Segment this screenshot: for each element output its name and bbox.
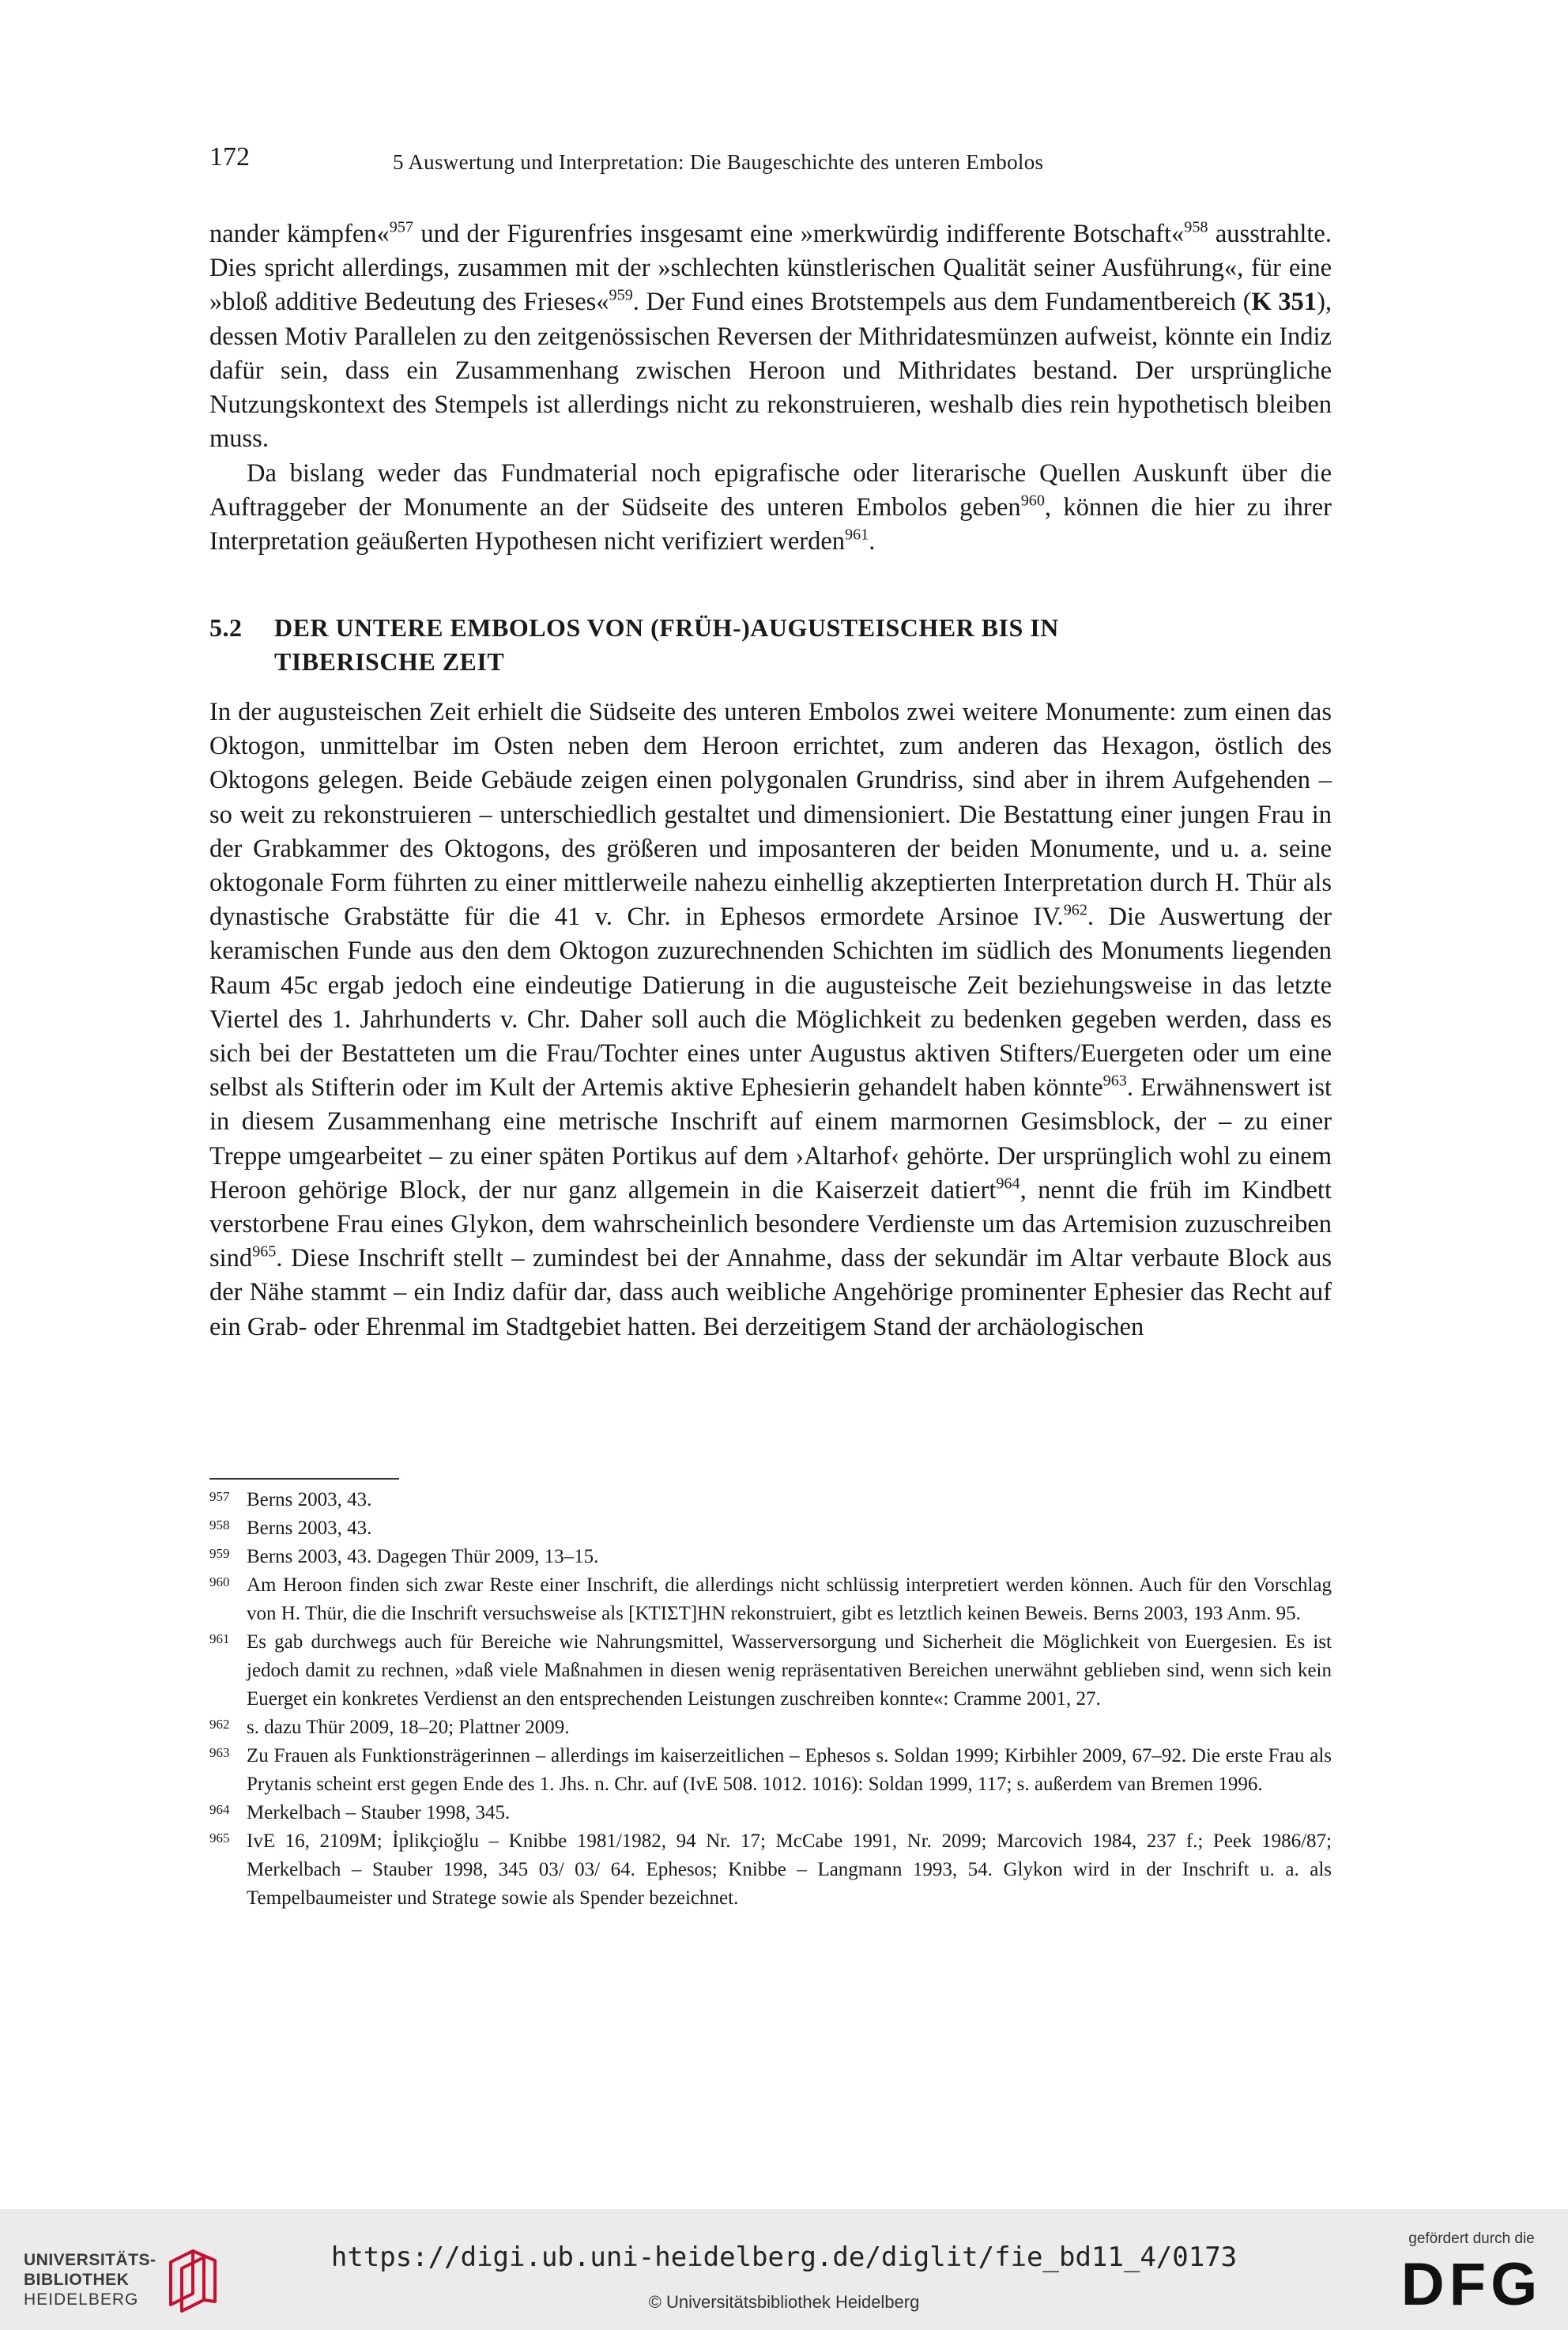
body-paragraph-2 (209, 457, 1332, 560)
footnote-ref-965[interactable]: 965 (252, 1242, 277, 1261)
catalogue-reference: K 351 (1251, 288, 1317, 317)
library-name-line: UNIVERSITÄTS- (24, 2250, 156, 2269)
running-title: 5 Auswertung und Interpretation: Die Baugeschichte des unteren Embolos (393, 150, 1044, 174)
footnote-text: IvE 16, 2109M; İplikçioğlu – Knibbe 1981/1982, 94 Nr. 17; McCabe 1991, Nr. 2099; Marcovich 1984, 237 f.; Peek 1986/87; Merkelbach – Stauber 1998, 345 03/ 03/ 64. Ephesos; Knibbe – Langmann 1993, 54. Glykon wird in der Inschrift u. a. als Tempelbaumeister und Stratege sowie als Spender bezeichnet. (247, 1830, 1332, 1909)
body-paragraph-3 (209, 696, 1332, 1344)
footnote-ref-959[interactable]: 959 (609, 286, 633, 304)
library-name-line: BIBLIOTHEK (24, 2270, 130, 2289)
footnote (209, 1486, 1332, 1514)
text-run: , nennt die früh im Kindbett verstorbene Frau eines Glykon, dem wahrscheinlich besondere Verdienste um das Artemision zuzuschreiben sind (209, 1175, 1332, 1273)
text-run: ), dessen Motiv Parallelen zu den zeitgenössischen Reversen der Mithridatesmünzen aufweist, könnte ein Indiz dafür sein, dass ein Zusammenhang zwischen Heroon und Mithridates bestand. Der ursprüngliche Nutzungskontext des Stempels ist allerdings nicht zu rekonstruieren, weshalb dies rein hypothetisch bleiben muss. (209, 288, 1332, 454)
footnote (209, 1714, 1332, 1742)
copyright-notice: © Universitätsbibliothek Heidelberg (648, 2292, 920, 2312)
section-title-line-1: DER UNTERE EMBOLOS VON (FRÜH-)AUGUSTEISCHER BIS IN (274, 613, 1059, 642)
dfg-logo[interactable] (1393, 2230, 1551, 2317)
footnote-text: Am Heroon finden sich zwar Reste einer Inschrift, die allerdings nicht schlüssig interpretiert werden können. Auch für den Vorschlag von H. Thür, die die Inschrift versuchsweise als [ΚΤΙΣΤ]ΗΝ rekonstruiert, gibt es letztlich keinen Beweis. Berns 2003, 193 Anm. 95. (247, 1574, 1332, 1624)
text-run: Da bislang weder das Fundmaterial noch epigrafische oder literarische Quellen Auskunft über die Auftraggeber der Monumente an der Südseite des unteren Embolos geben (209, 459, 1332, 522)
text-run: . Der Fund eines Brotstempels aus dem Fundamentbereich ( (632, 288, 1252, 317)
footnote (209, 1543, 1332, 1571)
body-paragraph-1 (209, 217, 1332, 456)
footnote-number: 964 (209, 1802, 230, 1817)
footnote (209, 1799, 1332, 1827)
footnotes (209, 1486, 1332, 1913)
footnote (209, 1742, 1332, 1799)
footnote-ref-957[interactable]: 957 (389, 218, 413, 236)
footnote-ref-961[interactable]: 961 (845, 526, 869, 544)
library-name-line: HEIDELBERG (24, 2290, 139, 2309)
footnote-number: 958 (209, 1518, 230, 1533)
footnote-text: s. dazu Thür 2009, 18–20; Plattner 2009. (247, 1717, 570, 1738)
footnote-text: Berns 2003, 43. (247, 1489, 372, 1510)
footnote (209, 1571, 1332, 1628)
footnote-ref-958[interactable]: 958 (1184, 218, 1208, 236)
footnote (209, 1628, 1332, 1714)
permalink-url[interactable]: https://digi.ub.uni-heidelberg.de/diglit/fie_bd11_4/0173 (330, 2241, 1238, 2273)
section-number: 5.2 (209, 613, 243, 642)
text-run: . Erwähnenswert ist in diesem Zusammenhang eine metrische Inschrift auf einem marmornen Gesimsblock, der – zu einer Treppe umgearbeitet – zu einer späten Portikus auf dem ›Altarhof‹ gehörte. Der ursprünglich wohl zu einem Heroon gehörige Block, der nur ganz allgemein in die Kaiserzeit datiert (209, 1073, 1332, 1205)
footnote-number: 965 (209, 1830, 230, 1846)
page-number: 172 (209, 142, 250, 172)
funder-caption: gefördert durch die (1408, 2230, 1535, 2247)
footnote-text: Zu Frauen als Funktionsträgerinnen – allerdings im kaiserzeitlichen – Ephesos s. Soldan 1999; Kirbihler 2009, 67–92. Die erste Frau als Prytanis scheint erst gegen Ende des 1. Jhs. n. Chr. auf (IvE 508. 1012. 1016): Soldan 1999, 117; s. außerdem van Bremen 1996. (247, 1745, 1332, 1795)
text-run: . (869, 527, 876, 556)
footnote-number: 962 (209, 1717, 230, 1732)
footnote-text: Merkelbach – Stauber 1998, 345. (247, 1802, 511, 1823)
footnote-number: 959 (209, 1546, 230, 1561)
text-run: nander kämpfen« (209, 220, 390, 248)
footnote-number: 960 (209, 1574, 230, 1589)
footnote-ref-963[interactable]: 963 (1102, 1072, 1127, 1090)
text-run: . Diese Inschrift stellt – zumindest bei der Annahme, dass der sekundär im Altar verbaute Block aus der Nähe stammt – ein Indiz dafür dar, dass auch weibliche Angehörige prominenter Ephesier das Recht auf ein Grab- oder Ehrenmal im Stadtgebiet hatten. Bei derzeitigem Stand der archäologischen (209, 1244, 1332, 1341)
footnote-number: 961 (209, 1631, 230, 1646)
footnote-text: Berns 2003, 43. (247, 1518, 372, 1539)
text-run: , können die hier zu ihrer Interpretation geäußerten Hypothesen nicht verifiziert werden (209, 493, 1332, 556)
footnote-number: 963 (209, 1745, 230, 1760)
footnote-number: 957 (209, 1489, 230, 1504)
text-run: ausstrahlte. Dies spricht allerdings, zusammen mit der »schlechten künstlerischen Qualität seiner Ausführung«, für eine »bloß additive Bedeutung des Frieses« (209, 220, 1332, 317)
funder-name: DFG (1400, 2251, 1543, 2318)
footnote-text: Es gab durchwegs auch für Bereiche wie Nahrungsmittel, Wasserversorgung und Sicherheit die Möglichkeit von Euergesien. Es ist jedoch damit zu rechnen, »daß viele Maßnahmen in diesen wenig repräsentativen Bereichen unerwähnt geblieben sind, wenn sich kein Euerget ein konkretes Verdienst an den entsprechenden Leistungen zuschreiben konnte«: Cramme 2001, 27. (247, 1631, 1332, 1710)
text-run: und der Figurenfries insgesamt eine »merkwürdig indifferente Botschaft« (413, 220, 1185, 248)
text-run: . Die Auswertung der keramischen Funde aus den dem Oktogon zuzurechnenden Schichten im südlich des Monuments liegenden Raum 45c ergab jedoch eine eindeutige Datierung in die augusteische Zeit beziehungsweise in das letzte Viertel des 1. Jahrhunderts v. Chr. Daher soll auch die Möglichkeit zu bedenken gegeben werden, dass es sich bei der Bestatteten um die Frau/Tochter eines unter Augustus aktiven Stifters/Euergeten oder um eine selbst als Stifterin oder im Kult der Artemis aktive Ephesierin gehandelt haben könnte (209, 903, 1332, 1103)
footnote-ref-960[interactable]: 960 (1020, 492, 1045, 510)
footnote (209, 1514, 1332, 1543)
footnote-ref-964[interactable]: 964 (996, 1174, 1020, 1193)
section-heading (209, 611, 1332, 679)
section-title-line-2: TIBERISCHE ZEIT (274, 647, 505, 676)
footnote-text: Berns 2003, 43. Dagegen Thür 2009, 13–15. (247, 1546, 599, 1567)
text-run: In der augusteischen Zeit erhielt die Südseite des unteren Embolos zwei weitere Monumente: zum einen das Oktogon, unmittelbar im Osten neben dem Heroon errichtet, zum anderen das Hexagon, östlich des Oktogons gelegen. Beide Gebäude zeigen einen polygonalen Grundriss, sind aber in ihrem Aufgehenden – so weit zu rekonstruieren – unterschiedlich gestaltet und dimensioniert. Die Bestattung einer jungen Frau in der Grabkammer des Oktogons, des größeren und imposanteren der beiden Monumente, und u. a. seine oktogonale Form führten zu einer mittlerweile nahezu einhellig akzeptierten Interpretation durch H. Thür als dynastische Grabstätte für die 41 v. Chr. in Ephesos ermordete Arsinoe IV. (209, 698, 1332, 932)
footnote (209, 1827, 1332, 1913)
footnote-separator (209, 1478, 399, 1480)
footnote-ref-962[interactable]: 962 (1063, 901, 1087, 919)
